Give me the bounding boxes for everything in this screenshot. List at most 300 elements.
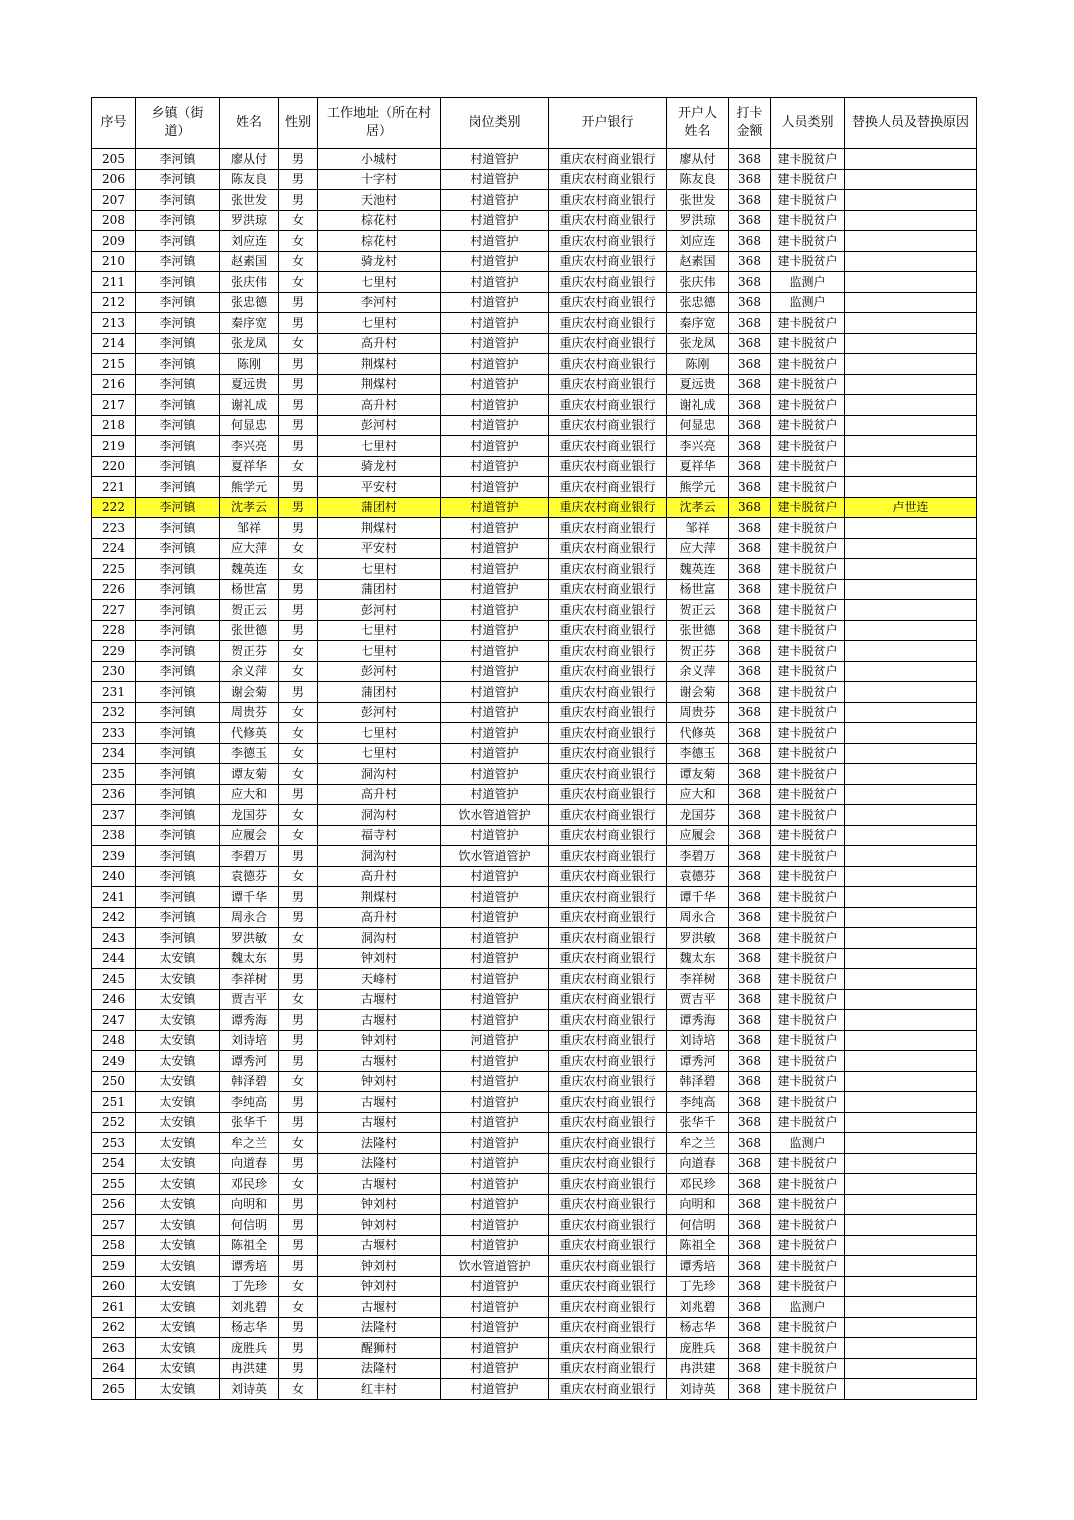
cell-account-holder: 秦序宽 xyxy=(667,313,729,334)
cell-work-address: 高升村 xyxy=(318,784,441,805)
cell-town: 李河镇 xyxy=(136,887,220,908)
cell-name: 刘诗英 xyxy=(220,1379,279,1400)
cell-person-type: 建卡脱贫户 xyxy=(771,313,845,334)
cell-name: 陈刚 xyxy=(220,354,279,375)
cell-amount: 368 xyxy=(729,620,771,641)
cell-amount: 368 xyxy=(729,436,771,457)
cell-person-type: 建卡脱贫户 xyxy=(771,456,845,477)
cell-gender: 男 xyxy=(279,415,318,436)
cell-index: 235 xyxy=(92,764,136,785)
table-row xyxy=(92,907,977,928)
cell-replacement xyxy=(845,538,977,559)
cell-town: 李河镇 xyxy=(136,907,220,928)
cell-amount: 368 xyxy=(729,1112,771,1133)
cell-town: 太安镇 xyxy=(136,1030,220,1051)
cell-amount: 368 xyxy=(729,1256,771,1277)
cell-replacement xyxy=(845,989,977,1010)
cell-town: 李河镇 xyxy=(136,682,220,703)
cell-person-type: 建卡脱贫户 xyxy=(771,1174,845,1195)
table-row xyxy=(92,620,977,641)
cell-bank: 重庆农村商业银行 xyxy=(549,169,667,190)
cell-bank: 重庆农村商业银行 xyxy=(549,948,667,969)
cell-name: 熊学元 xyxy=(220,477,279,498)
cell-bank: 重庆农村商业银行 xyxy=(549,415,667,436)
cell-post-type: 村道管护 xyxy=(441,272,549,293)
cell-post-type: 村道管护 xyxy=(441,456,549,477)
cell-amount: 368 xyxy=(729,1379,771,1400)
cell-work-address: 彭河村 xyxy=(318,661,441,682)
cell-person-type: 建卡脱贫户 xyxy=(771,743,845,764)
table-row xyxy=(92,928,977,949)
cell-name: 陈友良 xyxy=(220,169,279,190)
cell-replacement xyxy=(845,251,977,272)
table-row xyxy=(92,1030,977,1051)
cell-bank: 重庆农村商业银行 xyxy=(549,1235,667,1256)
cell-bank: 重庆农村商业银行 xyxy=(549,333,667,354)
cell-amount: 368 xyxy=(729,928,771,949)
cell-gender: 男 xyxy=(279,907,318,928)
cell-amount: 368 xyxy=(729,1153,771,1174)
cell-town: 李河镇 xyxy=(136,620,220,641)
cell-bank: 重庆农村商业银行 xyxy=(549,1194,667,1215)
cell-amount: 368 xyxy=(729,497,771,518)
cell-person-type: 建卡脱贫户 xyxy=(771,887,845,908)
cell-replacement xyxy=(845,1379,977,1400)
table-row xyxy=(92,559,977,580)
cell-bank: 重庆农村商业银行 xyxy=(549,210,667,231)
cell-replacement xyxy=(845,1174,977,1195)
cell-name: 秦序宽 xyxy=(220,313,279,334)
cell-account-holder: 刘诗英 xyxy=(667,1379,729,1400)
cell-gender: 女 xyxy=(279,1379,318,1400)
cell-work-address: 七里村 xyxy=(318,436,441,457)
cell-gender: 女 xyxy=(279,272,318,293)
cell-bank: 重庆农村商业银行 xyxy=(549,702,667,723)
cell-amount: 368 xyxy=(729,969,771,990)
cell-post-type: 饮水管道管护 xyxy=(441,1256,549,1277)
cell-name: 余义萍 xyxy=(220,661,279,682)
cell-account-holder: 邓民珍 xyxy=(667,1174,729,1195)
cell-person-type: 建卡脱贫户 xyxy=(771,948,845,969)
header-bank: 开户银行 xyxy=(549,98,667,149)
cell-amount: 368 xyxy=(729,682,771,703)
cell-work-address: 高升村 xyxy=(318,866,441,887)
cell-name: 谭秀河 xyxy=(220,1051,279,1072)
cell-work-address: 高升村 xyxy=(318,333,441,354)
cell-amount: 368 xyxy=(729,456,771,477)
cell-name: 李碧万 xyxy=(220,846,279,867)
cell-bank: 重庆农村商业银行 xyxy=(549,251,667,272)
cell-gender: 女 xyxy=(279,641,318,662)
cell-replacement xyxy=(845,1215,977,1236)
cell-account-holder: 刘诗培 xyxy=(667,1030,729,1051)
cell-index: 219 xyxy=(92,436,136,457)
cell-bank: 重庆农村商业银行 xyxy=(549,1379,667,1400)
cell-work-address: 古堰村 xyxy=(318,1010,441,1031)
cell-index: 260 xyxy=(92,1276,136,1297)
cell-work-address: 蒲团村 xyxy=(318,682,441,703)
table-row xyxy=(92,231,977,252)
cell-amount: 368 xyxy=(729,415,771,436)
cell-name: 夏远贵 xyxy=(220,374,279,395)
cell-amount: 368 xyxy=(729,579,771,600)
cell-name: 袁德芬 xyxy=(220,866,279,887)
cell-replacement xyxy=(845,169,977,190)
cell-town: 李河镇 xyxy=(136,825,220,846)
cell-work-address: 古堰村 xyxy=(318,1297,441,1318)
cell-post-type: 村道管护 xyxy=(441,538,549,559)
table-row xyxy=(92,682,977,703)
cell-gender: 男 xyxy=(279,1338,318,1359)
header-work-address: 工作地址（所在村 居） xyxy=(318,98,441,149)
cell-account-holder: 罗洪琼 xyxy=(667,210,729,231)
cell-gender: 男 xyxy=(279,313,318,334)
cell-amount: 368 xyxy=(729,825,771,846)
cell-work-address: 钟刘村 xyxy=(318,1256,441,1277)
cell-amount: 368 xyxy=(729,1174,771,1195)
cell-replacement xyxy=(845,1010,977,1031)
cell-bank: 重庆农村商业银行 xyxy=(549,292,667,313)
table-row xyxy=(92,1010,977,1031)
cell-person-type: 建卡脱贫户 xyxy=(771,661,845,682)
cell-name: 夏祥华 xyxy=(220,456,279,477)
cell-bank: 重庆农村商业银行 xyxy=(549,1276,667,1297)
table-row xyxy=(92,887,977,908)
table-row xyxy=(92,989,977,1010)
cell-person-type: 建卡脱贫户 xyxy=(771,1092,845,1113)
cell-amount: 368 xyxy=(729,1010,771,1031)
cell-work-address: 蒲团村 xyxy=(318,579,441,600)
cell-work-address: 古堰村 xyxy=(318,1174,441,1195)
cell-name: 李纯高 xyxy=(220,1092,279,1113)
table-row xyxy=(92,948,977,969)
cell-replacement xyxy=(845,805,977,826)
header-index: 序号 xyxy=(92,98,136,149)
table-row xyxy=(92,1358,977,1379)
cell-work-address: 古堰村 xyxy=(318,1051,441,1072)
cell-bank: 重庆农村商业银行 xyxy=(549,723,667,744)
cell-town: 太安镇 xyxy=(136,1194,220,1215)
cell-gender: 女 xyxy=(279,210,318,231)
cell-person-type: 建卡脱贫户 xyxy=(771,723,845,744)
cell-post-type: 河道管护 xyxy=(441,1030,549,1051)
cell-account-holder: 沈孝云 xyxy=(667,497,729,518)
cell-index: 229 xyxy=(92,641,136,662)
cell-work-address: 古堰村 xyxy=(318,1092,441,1113)
cell-work-address: 荆煤村 xyxy=(318,518,441,539)
cell-name: 赵素国 xyxy=(220,251,279,272)
cell-replacement xyxy=(845,866,977,887)
cell-town: 李河镇 xyxy=(136,169,220,190)
cell-account-holder: 张庆伟 xyxy=(667,272,729,293)
cell-account-holder: 余义萍 xyxy=(667,661,729,682)
cell-replacement xyxy=(845,436,977,457)
table-row xyxy=(92,723,977,744)
cell-person-type: 建卡脱贫户 xyxy=(771,641,845,662)
table-row xyxy=(92,1276,977,1297)
cell-account-holder: 贾吉平 xyxy=(667,989,729,1010)
cell-amount: 368 xyxy=(729,600,771,621)
cell-amount: 368 xyxy=(729,190,771,211)
cell-work-address: 法隆村 xyxy=(318,1317,441,1338)
table-row xyxy=(92,169,977,190)
cell-account-holder: 袁德芬 xyxy=(667,866,729,887)
cell-post-type: 村道管护 xyxy=(441,866,549,887)
cell-bank: 重庆农村商业银行 xyxy=(549,1338,667,1359)
cell-post-type: 村道管护 xyxy=(441,1153,549,1174)
cell-person-type: 建卡脱贫户 xyxy=(771,825,845,846)
cell-amount: 368 xyxy=(729,846,771,867)
cell-amount: 368 xyxy=(729,702,771,723)
cell-gender: 女 xyxy=(279,251,318,272)
cell-index: 239 xyxy=(92,846,136,867)
cell-account-holder: 谭秀培 xyxy=(667,1256,729,1277)
cell-account-holder: 李兴亮 xyxy=(667,436,729,457)
cell-work-address: 彭河村 xyxy=(318,415,441,436)
cell-gender: 女 xyxy=(279,743,318,764)
cell-account-holder: 李祥树 xyxy=(667,969,729,990)
cell-amount: 368 xyxy=(729,559,771,580)
cell-town: 李河镇 xyxy=(136,231,220,252)
cell-account-holder: 熊学元 xyxy=(667,477,729,498)
cell-amount: 368 xyxy=(729,661,771,682)
cell-amount: 368 xyxy=(729,1276,771,1297)
cell-town: 太安镇 xyxy=(136,1297,220,1318)
cell-gender: 女 xyxy=(279,1133,318,1154)
cell-gender: 女 xyxy=(279,825,318,846)
cell-bank: 重庆农村商业银行 xyxy=(549,477,667,498)
cell-amount: 368 xyxy=(729,723,771,744)
table-row xyxy=(92,477,977,498)
cell-index: 208 xyxy=(92,210,136,231)
cell-person-type: 建卡脱贫户 xyxy=(771,518,845,539)
cell-town: 太安镇 xyxy=(136,1133,220,1154)
cell-index: 231 xyxy=(92,682,136,703)
cell-gender: 男 xyxy=(279,149,318,170)
cell-account-holder: 邹祥 xyxy=(667,518,729,539)
cell-account-holder: 谢会菊 xyxy=(667,682,729,703)
cell-person-type: 建卡脱贫户 xyxy=(771,210,845,231)
cell-town: 李河镇 xyxy=(136,456,220,477)
cell-replacement xyxy=(845,1133,977,1154)
cell-bank: 重庆农村商业银行 xyxy=(549,559,667,580)
cell-post-type: 村道管护 xyxy=(441,415,549,436)
cell-index: 216 xyxy=(92,374,136,395)
cell-index: 258 xyxy=(92,1235,136,1256)
cell-index: 230 xyxy=(92,661,136,682)
table-row xyxy=(92,1153,977,1174)
table-row xyxy=(92,1112,977,1133)
cell-town: 太安镇 xyxy=(136,1010,220,1031)
cell-amount: 368 xyxy=(729,764,771,785)
cell-work-address: 红丰村 xyxy=(318,1379,441,1400)
cell-gender: 男 xyxy=(279,374,318,395)
cell-post-type: 村道管护 xyxy=(441,395,549,416)
cell-post-type: 村道管护 xyxy=(441,969,549,990)
cell-person-type: 建卡脱贫户 xyxy=(771,1194,845,1215)
cell-bank: 重庆农村商业银行 xyxy=(549,1010,667,1031)
cell-replacement xyxy=(845,887,977,908)
cell-gender: 男 xyxy=(279,600,318,621)
cell-amount: 368 xyxy=(729,313,771,334)
cell-town: 李河镇 xyxy=(136,764,220,785)
cell-bank: 重庆农村商业银行 xyxy=(549,149,667,170)
cell-person-type: 建卡脱贫户 xyxy=(771,805,845,826)
cell-index: 255 xyxy=(92,1174,136,1195)
cell-post-type: 村道管护 xyxy=(441,477,549,498)
cell-gender: 女 xyxy=(279,661,318,682)
cell-name: 贺正芬 xyxy=(220,641,279,662)
cell-work-address: 钟刘村 xyxy=(318,948,441,969)
cell-post-type: 村道管护 xyxy=(441,169,549,190)
cell-name: 张龙凤 xyxy=(220,333,279,354)
cell-name: 张世发 xyxy=(220,190,279,211)
cell-gender: 女 xyxy=(279,1297,318,1318)
cell-replacement xyxy=(845,682,977,703)
cell-name: 代修英 xyxy=(220,723,279,744)
cell-replacement xyxy=(845,1256,977,1277)
cell-account-holder: 夏远贵 xyxy=(667,374,729,395)
cell-name: 谭秀海 xyxy=(220,1010,279,1031)
cell-replacement xyxy=(845,641,977,662)
cell-post-type: 村道管护 xyxy=(441,743,549,764)
cell-replacement xyxy=(845,1030,977,1051)
cell-index: 236 xyxy=(92,784,136,805)
cell-gender: 男 xyxy=(279,518,318,539)
cell-index: 251 xyxy=(92,1092,136,1113)
cell-town: 李河镇 xyxy=(136,579,220,600)
cell-post-type: 村道管护 xyxy=(441,989,549,1010)
cell-person-type: 建卡脱贫户 xyxy=(771,374,845,395)
cell-gender: 男 xyxy=(279,1256,318,1277)
cell-index: 257 xyxy=(92,1215,136,1236)
cell-bank: 重庆农村商业银行 xyxy=(549,805,667,826)
cell-town: 李河镇 xyxy=(136,436,220,457)
cell-town: 李河镇 xyxy=(136,723,220,744)
cell-town: 李河镇 xyxy=(136,866,220,887)
cell-name: 谢礼成 xyxy=(220,395,279,416)
cell-bank: 重庆农村商业银行 xyxy=(549,1215,667,1236)
cell-bank: 重庆农村商业银行 xyxy=(549,661,667,682)
cell-amount: 368 xyxy=(729,743,771,764)
cell-account-holder: 牟之兰 xyxy=(667,1133,729,1154)
cell-replacement xyxy=(845,1071,977,1092)
cell-replacement xyxy=(845,1112,977,1133)
cell-person-type: 建卡脱贫户 xyxy=(771,620,845,641)
cell-index: 209 xyxy=(92,231,136,252)
cell-work-address: 彭河村 xyxy=(318,702,441,723)
cell-amount: 368 xyxy=(729,169,771,190)
cell-replacement xyxy=(845,969,977,990)
cell-replacement xyxy=(845,292,977,313)
cell-index: 254 xyxy=(92,1153,136,1174)
cell-town: 李河镇 xyxy=(136,333,220,354)
table-row xyxy=(92,825,977,846)
cell-post-type: 村道管护 xyxy=(441,1112,549,1133)
cell-account-holder: 陈刚 xyxy=(667,354,729,375)
cell-work-address: 天池村 xyxy=(318,190,441,211)
cell-person-type: 建卡脱贫户 xyxy=(771,907,845,928)
cell-post-type: 村道管护 xyxy=(441,1358,549,1379)
cell-account-holder: 代修英 xyxy=(667,723,729,744)
cell-post-type: 村道管护 xyxy=(441,948,549,969)
cell-gender: 男 xyxy=(279,1215,318,1236)
cell-name: 丁先珍 xyxy=(220,1276,279,1297)
table-row xyxy=(92,354,977,375)
cell-account-holder: 冉洪建 xyxy=(667,1358,729,1379)
cell-gender: 男 xyxy=(279,477,318,498)
cell-gender: 女 xyxy=(279,538,318,559)
cell-replacement xyxy=(845,272,977,293)
cell-person-type: 建卡脱贫户 xyxy=(771,1153,845,1174)
table-row xyxy=(92,1379,977,1400)
cell-gender: 男 xyxy=(279,682,318,703)
cell-post-type: 村道管护 xyxy=(441,1071,549,1092)
cell-name: 贾吉平 xyxy=(220,989,279,1010)
cell-town: 李河镇 xyxy=(136,538,220,559)
cell-town: 李河镇 xyxy=(136,559,220,580)
header-amount: 打卡 金额 xyxy=(729,98,771,149)
cell-person-type: 建卡脱贫户 xyxy=(771,682,845,703)
cell-index: 217 xyxy=(92,395,136,416)
cell-amount: 368 xyxy=(729,1358,771,1379)
cell-person-type: 建卡脱贫户 xyxy=(771,764,845,785)
table-row xyxy=(92,395,977,416)
cell-replacement xyxy=(845,702,977,723)
table-row xyxy=(92,743,977,764)
cell-name: 邹祥 xyxy=(220,518,279,539)
cell-gender: 男 xyxy=(279,948,318,969)
cell-work-address: 小城村 xyxy=(318,149,441,170)
cell-post-type: 村道管护 xyxy=(441,354,549,375)
cell-name: 杨志华 xyxy=(220,1317,279,1338)
cell-town: 李河镇 xyxy=(136,354,220,375)
cell-amount: 368 xyxy=(729,251,771,272)
cell-work-address: 洞沟村 xyxy=(318,846,441,867)
table-row xyxy=(92,190,977,211)
cell-post-type: 村道管护 xyxy=(441,518,549,539)
cell-gender: 男 xyxy=(279,1235,318,1256)
cell-gender: 男 xyxy=(279,1317,318,1338)
cell-amount: 368 xyxy=(729,1297,771,1318)
cell-person-type: 建卡脱贫户 xyxy=(771,1276,845,1297)
cell-amount: 368 xyxy=(729,989,771,1010)
cell-person-type: 建卡脱贫户 xyxy=(771,784,845,805)
cell-person-type: 建卡脱贫户 xyxy=(771,969,845,990)
cell-replacement xyxy=(845,784,977,805)
cell-work-address: 棕花村 xyxy=(318,231,441,252)
cell-index: 265 xyxy=(92,1379,136,1400)
table-row xyxy=(92,538,977,559)
cell-bank: 重庆农村商业银行 xyxy=(549,784,667,805)
cell-amount: 368 xyxy=(729,538,771,559)
cell-bank: 重庆农村商业银行 xyxy=(549,600,667,621)
cell-name: 刘诗培 xyxy=(220,1030,279,1051)
cell-bank: 重庆农村商业银行 xyxy=(549,1153,667,1174)
cell-bank: 重庆农村商业银行 xyxy=(549,374,667,395)
cell-name: 刘应连 xyxy=(220,231,279,252)
table-row xyxy=(92,518,977,539)
cell-gender: 男 xyxy=(279,846,318,867)
cell-gender: 男 xyxy=(279,292,318,313)
table-row xyxy=(92,969,977,990)
cell-town: 李河镇 xyxy=(136,395,220,416)
cell-town: 李河镇 xyxy=(136,149,220,170)
cell-index: 234 xyxy=(92,743,136,764)
cell-work-address: 棕花村 xyxy=(318,210,441,231)
cell-bank: 重庆农村商业银行 xyxy=(549,231,667,252)
cell-index: 253 xyxy=(92,1133,136,1154)
